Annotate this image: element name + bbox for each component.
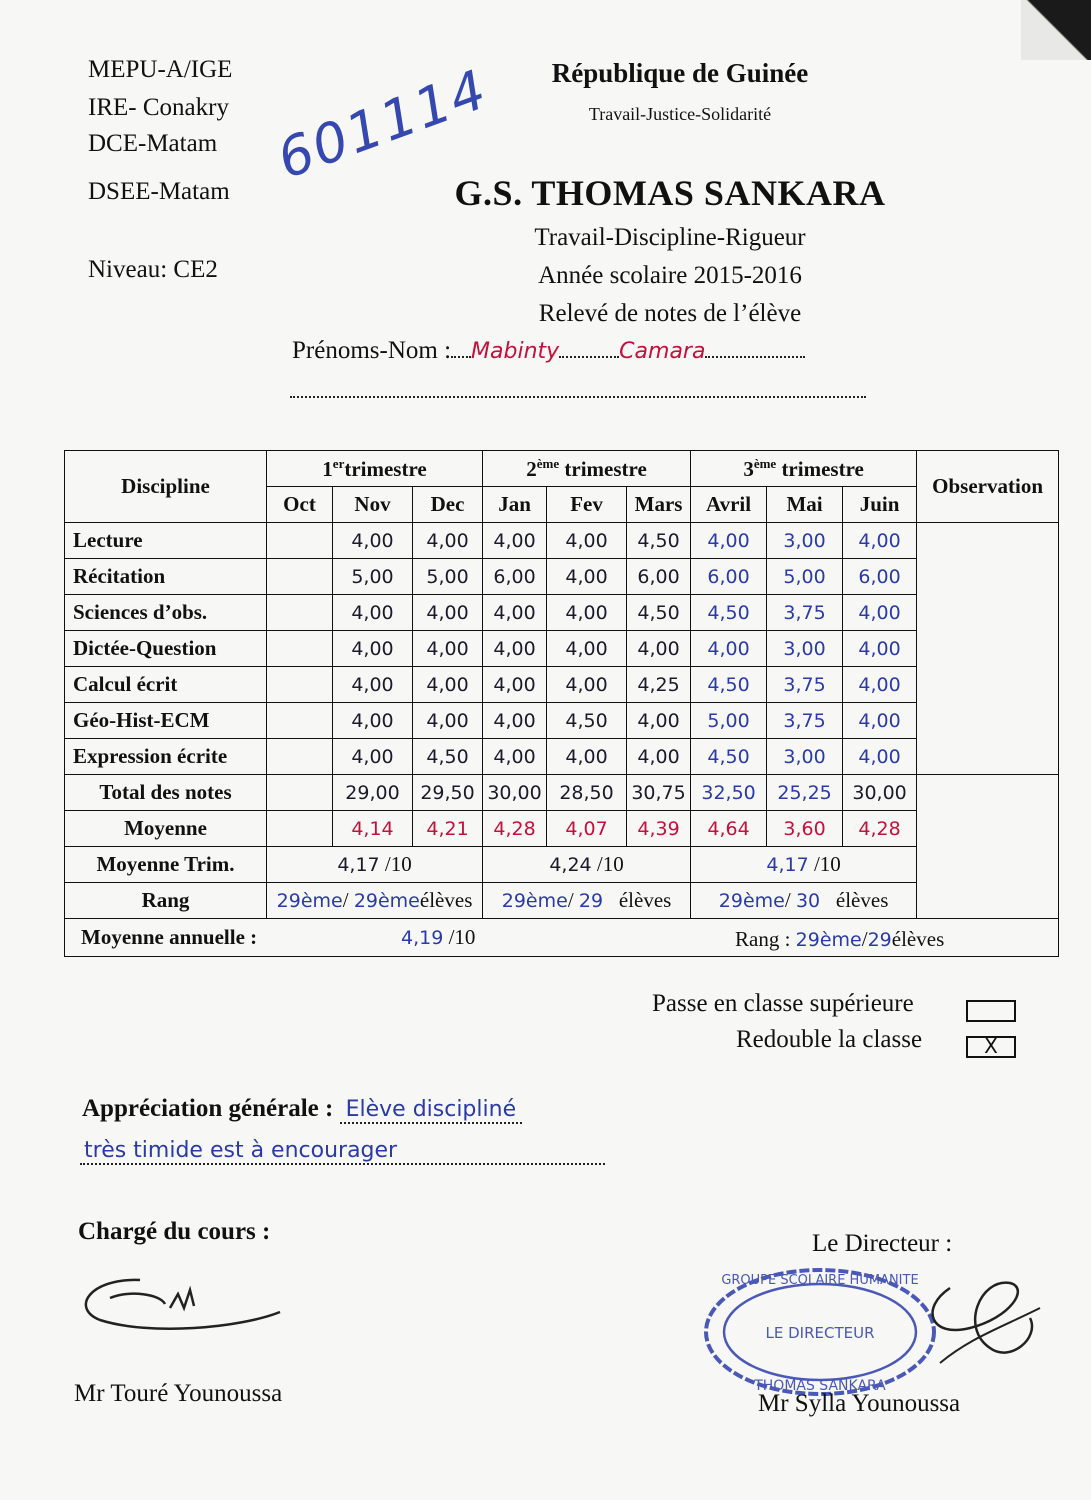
grade-cell [267,739,333,775]
grade-cell: 4,50 [627,595,691,631]
trimester-2-header: 2ème trimestre [483,451,691,487]
national-motto: Travail-Justice-Solidarité [588,104,772,124]
moyenne-label: Moyenne [65,811,267,847]
moyenne-cell: 4,64 [691,811,767,847]
grade-cell: 4,00 [547,559,627,595]
subject-name: Géo-Hist-ECM [65,703,267,739]
annual-row [65,919,1059,957]
page-corner-fold [1021,0,1091,60]
month-header: Mars [627,487,691,523]
trimester-3-header: 3ème trimestre [691,451,917,487]
grade-cell: 6,00 [691,559,767,595]
month-header: Avril [691,487,767,523]
month-header: Dec [413,487,483,523]
trimester-1-header: 1ertrimestre [267,451,483,487]
grade-row [65,667,1059,703]
grade-cell: 4,00 [843,523,917,559]
month-header: Fev [547,487,627,523]
grade-cell: 4,00 [691,631,767,667]
grade-cell [267,703,333,739]
grade-cell: 4,00 [843,667,917,703]
grade-cell: 4,00 [333,667,413,703]
grade-cell: 4,00 [627,631,691,667]
rang-trim-1: 29ème/ 29èmeélèves [267,883,483,919]
month-header: Nov [333,487,413,523]
grades-table [64,450,1059,957]
grade-cell: 4,00 [413,631,483,667]
rang-trim-3: 29ème/ 30 élèves [691,883,917,919]
student-last-name: Camara [619,339,706,364]
observation-cell [917,523,1059,775]
total-cell: 25,25 [767,775,843,811]
observation-cell [917,775,1059,919]
grade-cell: 4,00 [627,739,691,775]
grade-cell: 4,00 [413,667,483,703]
grade-cell: 4,00 [547,523,627,559]
moyenne-cell: 4,07 [547,811,627,847]
grade-cell: 3,00 [767,739,843,775]
pass-checkbox[interactable] [966,1000,1016,1022]
moyenne-cell: 3,60 [767,811,843,847]
niveau: Niveau: CE2 [88,256,218,283]
admin-line-1: MEPU-A/IGE [88,56,233,83]
moyenne-row [65,811,1059,847]
grade-cell: 4,50 [547,703,627,739]
name-continuation-line [290,396,866,398]
annual-average: 4,19 /10 [401,925,476,949]
grade-cell: 4,00 [483,703,547,739]
grade-cell: 4,50 [691,595,767,631]
grade-cell: 4,00 [843,703,917,739]
moyenne-cell [267,811,333,847]
grade-cell: 4,00 [843,595,917,631]
month-header: Jan [483,487,547,523]
subject-name: Expression écrite [65,739,267,775]
admin-line-2: IRE- Conakry [88,94,229,121]
director-signature-image [910,1268,1050,1378]
subject-name: Lecture [65,523,267,559]
subject-name: Récitation [65,559,267,595]
total-cell: 28,50 [547,775,627,811]
total-cell: 32,50 [691,775,767,811]
pass-label: Passe en classe supérieure [652,990,914,1017]
appreciation-label: Appréciation générale : [82,1095,334,1122]
grade-cell: 4,00 [333,523,413,559]
grade-cell: 4,00 [413,595,483,631]
admin-line-3: DCE-Matam [88,130,218,157]
grade-cell: 4,00 [483,667,547,703]
student-first-name: Mabinty [471,339,560,364]
grade-cell: 4,00 [547,667,627,703]
grade-row [65,631,1059,667]
subject-name: Dictée-Question [65,631,267,667]
repeat-label: Redouble la classe [736,1026,923,1053]
grade-cell: 4,00 [333,595,413,631]
grade-cell: 4,50 [627,523,691,559]
total-cell [267,775,333,811]
month-header: Juin [843,487,917,523]
moyenne-cell: 4,21 [413,811,483,847]
grade-cell [267,523,333,559]
grade-cell: 3,75 [767,703,843,739]
student-name-line [292,336,872,365]
trimester-header-row [65,451,1059,487]
rang-row [65,883,1059,919]
moyenne-cell: 4,28 [843,811,917,847]
moyenne-trim-row [65,847,1059,883]
teacher-signature-image [70,1268,290,1338]
grade-cell: 4,00 [547,739,627,775]
total-cell: 30,00 [843,775,917,811]
total-cell: 30,75 [627,775,691,811]
moyenne-cell: 4,28 [483,811,547,847]
school-motto: Travail-Discipline-Rigueur [534,224,806,251]
grade-rows [65,523,1059,775]
appreciation-line-1: Elève discipliné [340,1097,523,1124]
appreciation-line-2: très timide est à encourager [80,1138,605,1165]
grade-cell [267,631,333,667]
grade-cell: 4,00 [483,595,547,631]
svg-text:THOMAS SANKARA: THOMAS SANKARA [754,1378,886,1394]
grade-cell: 4,50 [691,739,767,775]
grade-cell [267,559,333,595]
grade-cell: 4,00 [413,703,483,739]
grade-cell: 3,75 [767,595,843,631]
observation-header: Observation [917,451,1059,523]
grade-cell: 5,00 [691,703,767,739]
discipline-header: Discipline [65,451,267,523]
total-row [65,775,1059,811]
grade-cell [267,595,333,631]
school-name: G.S. THOMAS SANKARA [454,173,886,213]
appreciation [82,1095,522,1123]
grade-cell: 4,00 [691,523,767,559]
grade-cell: 4,00 [843,739,917,775]
grade-cell: 4,50 [413,739,483,775]
total-cell: 30,00 [483,775,547,811]
student-name-label: Prénoms-Nom : [292,337,452,364]
grade-cell: 3,00 [767,523,843,559]
moyenne-trim-1: 4,17 /10 [267,847,483,883]
moyenne-trim-label: Moyenne Trim. [65,847,267,883]
grade-cell: 4,00 [627,703,691,739]
admin-line-4: DSEE-Matam [88,178,230,205]
school-stamp-image [700,1262,940,1402]
grade-row [65,739,1059,775]
moyenne-trim-3: 4,17 /10 [691,847,917,883]
grade-cell: 4,00 [547,631,627,667]
grade-cell: 4,00 [333,631,413,667]
grade-row [65,559,1059,595]
grade-cell: 6,00 [483,559,547,595]
grade-cell: 4,00 [843,631,917,667]
document-title: Relevé de notes de l’élève [538,300,802,327]
subject-name: Calcul écrit [65,667,267,703]
grade-row [65,703,1059,739]
total-cell: 29,00 [333,775,413,811]
handwritten-serial: 601114 [269,57,496,192]
annual-label: Moyenne annuelle : [81,925,258,949]
grade-cell: 3,00 [767,631,843,667]
grade-cell: 4,00 [333,739,413,775]
moyenne-cell: 4,14 [333,811,413,847]
svg-text:GROUPE SCOLAIRE HUMANITE: GROUPE SCOLAIRE HUMANITE [721,1273,919,1288]
grade-cell: 4,25 [627,667,691,703]
svg-text:LE DIRECTEUR: LE DIRECTEUR [765,1324,875,1342]
subject-name: Sciences d’obs. [65,595,267,631]
grade-cell: 6,00 [843,559,917,595]
grade-cell: 5,00 [767,559,843,595]
teacher-name: Mr Touré Younoussa [74,1380,283,1407]
repeat-checkbox[interactable]: X [966,1036,1016,1058]
grade-cell: 4,00 [483,631,547,667]
grade-cell: 4,00 [413,523,483,559]
grade-row [65,595,1059,631]
moyenne-trim-2: 4,24 /10 [483,847,691,883]
grade-cell: 4,50 [691,667,767,703]
rang-label: Rang [65,883,267,919]
grade-cell: 4,00 [547,595,627,631]
teacher-label: Chargé du cours : [78,1218,271,1245]
rang-trim-2: 29ème/ 29 élèves [483,883,691,919]
total-cell: 29,50 [413,775,483,811]
grade-row [65,523,1059,559]
grade-cell: 6,00 [627,559,691,595]
grade-cell: 3,75 [767,667,843,703]
grade-cell: 5,00 [333,559,413,595]
grade-cell: 4,00 [483,523,547,559]
annual-rank: Rang : 29ème/29élèves [735,927,945,951]
total-label: Total des notes [65,775,267,811]
grade-cell: 4,00 [333,703,413,739]
grade-cell: 5,00 [413,559,483,595]
grade-cell [267,667,333,703]
month-header: Oct [267,487,333,523]
month-header: Mai [767,487,843,523]
moyenne-cell: 4,39 [627,811,691,847]
grade-cell: 4,00 [483,739,547,775]
republic-title: République de Guinée [551,58,809,88]
school-year: Année scolaire 2015-2016 [538,262,802,289]
director-name: Mr Sylla Younoussa [758,1390,961,1417]
director-label: Le Directeur : [812,1230,953,1257]
